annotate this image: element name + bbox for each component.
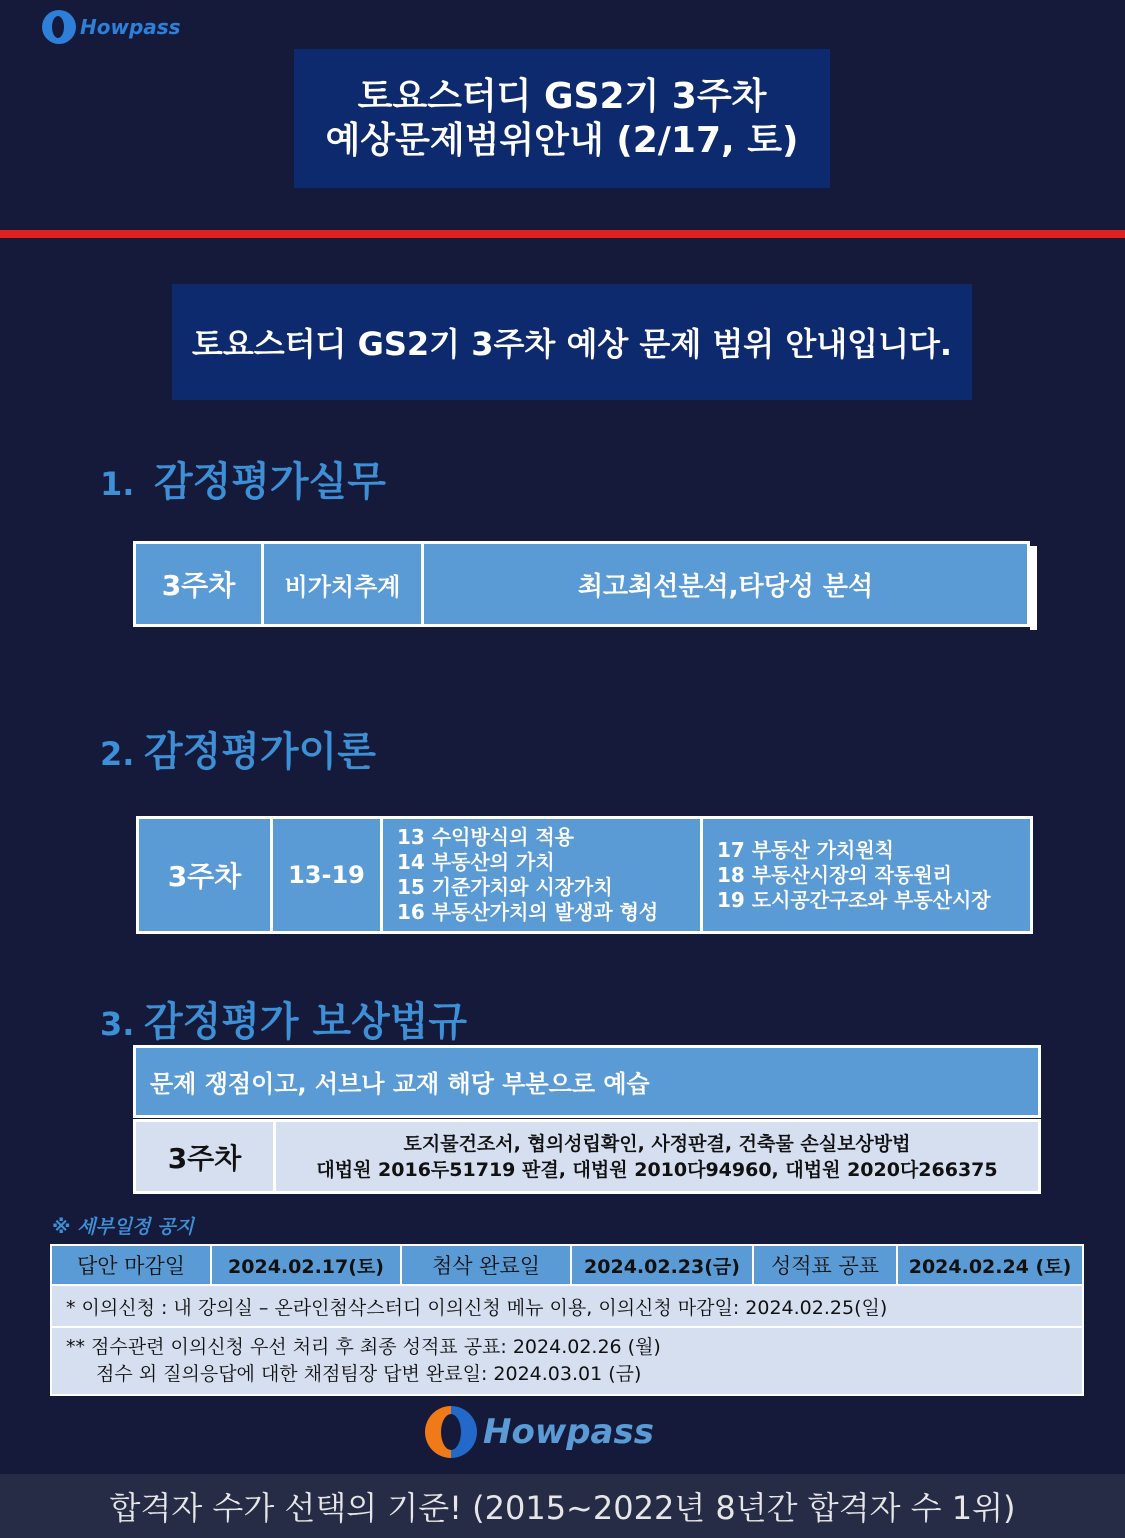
schedule-note-2-cell [51,1327,1083,1395]
notice-box [172,284,972,400]
topic-cell: 비가치추계 [263,543,423,626]
week-cell: 3주차 [135,1121,275,1193]
section3-header: 문제 쟁점이고, 서브나 교재 해당 부분으로 예습 [135,1047,1040,1117]
table-row [51,1327,1083,1395]
section3-title [100,990,467,1047]
title-line2: 예상문제범위안내 (2/17, 토) [325,119,799,161]
list-item: 19 도시공간구조와 부동산시장 [717,887,991,912]
section2-num: 2. [100,735,135,773]
logo-text: Howpass [483,1412,654,1452]
content-cell [275,1121,1040,1193]
week-cell: 3주차 [135,543,263,626]
list-item: 18 부동산시장의 작동원리 [717,862,952,887]
footer-banner [0,1474,1125,1538]
table-row [135,1047,1040,1117]
notice-text: 토요스터디 GS2기 3주차 예상 문제 범위 안내입니다. [191,325,953,363]
range-cell: 13-19 [272,818,382,933]
section1-num: 1. [100,465,135,503]
chapter-list-right [702,818,1032,933]
grading-done-date: 2024.02.23(금) [571,1245,753,1285]
howpass-logo-icon [42,10,76,44]
title-line1: 토요스터디 GS2기 3주차 [357,75,767,117]
list-item: 14 부동산의 가치 [397,850,555,874]
table-row [51,1285,1083,1327]
divider [0,230,1125,238]
section1-name: 감정평가실무 [154,459,386,505]
howpass-logo-top [42,10,181,44]
section3-name: 감정평가 보상법규 [144,999,468,1045]
schedule-label: ※ 세부일정 공지 [52,1216,194,1238]
schedule-note-1: * 이의신청 : 내 강의실 – 온라인첨삭스터디 이의신청 메뉴 이용, 이의신청 마감일: 2024.02.25(일) [51,1285,1083,1327]
answer-deadline-label: 답안 마감일 [51,1245,211,1285]
grading-done-label: 첨삭 완료일 [401,1245,571,1285]
report-label: 성적표 공표 [753,1245,897,1285]
section2-title [100,720,376,777]
list-item: 13 수익방식의 적용 [397,825,574,849]
table-shadow [1030,546,1037,630]
week-cell: 3주차 [138,818,272,933]
section2-table [136,816,1033,934]
footer-text: 합격자 수가 선택의 기준! (2015~2022년 8년간 합격자 수 1위) [109,1489,1016,1527]
title-box [294,49,830,188]
content-cell: 최고최선분석,타당성 분석 [423,543,1029,626]
section3-num: 3. [100,1005,135,1043]
section1-table [133,541,1030,627]
schedule-note-2: ** 점수관련 이의신청 우선 처리 후 최종 성적표 공표: 2024.02.26 (월) [66,1336,661,1358]
report-date: 2024.02.24 (토) [897,1245,1083,1285]
table-row [138,818,1032,933]
section3-table [133,1045,1041,1194]
schedule-table [50,1244,1084,1396]
content-line: 토지물건조서, 협의성립확인, 사정판결, 건축물 손실보상방법 [403,1132,911,1155]
list-item: 16 부동산가치의 발생과 형성 [397,900,659,924]
chapter-list-left [382,818,702,933]
table-row [135,1121,1040,1193]
table-row [51,1245,1083,1285]
logo-text: Howpass [80,15,181,39]
content-line: 대법원 2016두51719 판결, 대법원 2010다94960, 대법원 2020다266375 [316,1158,998,1181]
list-item: 17 부동산 가치원칙 [717,837,894,862]
howpass-logo-icon [425,1406,477,1458]
schedule-note-3: 점수 외 질의응답에 대한 채점팀장 답변 완료일: 2024.03.01 (금) [96,1363,642,1385]
howpass-logo-bottom [425,1406,654,1458]
section2-name: 감정평가이론 [144,729,376,775]
table-row [135,543,1029,626]
answer-deadline-date: 2024.02.17(토) [211,1245,401,1285]
list-item: 15 기준가치와 시장가치 [397,875,613,899]
section1-title [100,450,386,507]
